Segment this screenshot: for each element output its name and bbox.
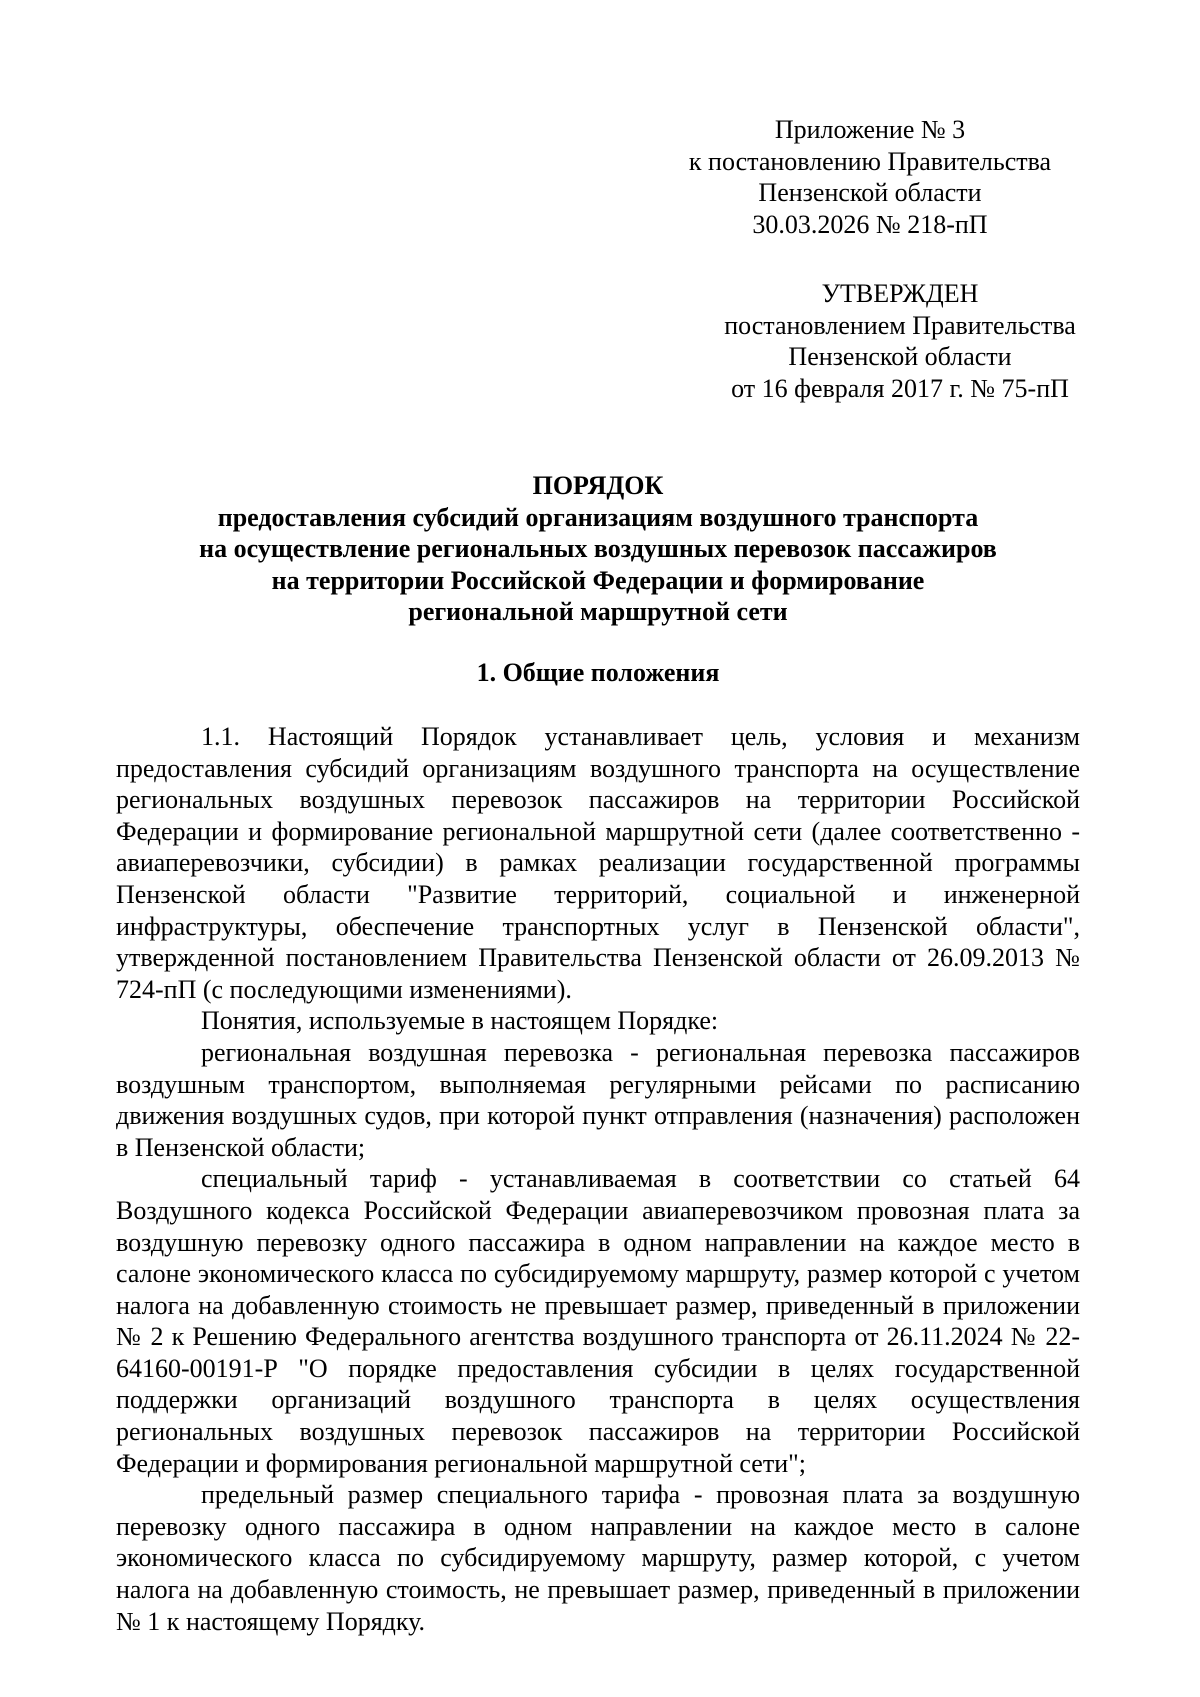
paragraph: 1.1. Настоящий Порядок устанавливает цель, условия и механизм предоставления субсидий организациям воздушного транспорта на осуществление региональных воздушных перевозок пассажиров на территории Российской Федерации и формирование региональной маршрутной сети (далее соответственно - авиаперевозчики, субсидии) в рамках реализации государственной программы Пензенской области "Развитие территорий, социальной и инженерной инфраструктуры, обеспечение транспортных услуг в Пензенской области", утвержденной постановлением Правительства Пензенской области от 26.09.2013 № 724-пП (с последующими изменениями).: [116, 722, 1080, 1004]
approval-stamp: УТВЕРЖДЕН: [821, 279, 979, 308]
approval-date-number: от 16 февраля 2017 г. № 75-пП: [731, 373, 1069, 403]
paragraph: региональная воздушная перевозка - региональная перевозка пассажиров воздушным транспортом, выполняемая регулярными рейсами по расписанию движения воздушных судов, при которой пункт отправления (назначения) расположен в Пензенской области;: [116, 1037, 1080, 1162]
appendix-block: [670, 114, 1070, 240]
title-line: региональной маршрутной сети: [408, 597, 788, 626]
title-line: на территории Российской Федерации и формирование: [271, 565, 925, 595]
title-line: предоставления субсидий организациям воздушного транспорта: [217, 502, 979, 532]
appendix-number: Приложение № 3: [774, 115, 966, 144]
paragraph: предельный размер специального тарифа - провозная плата за воздушную перевозку одного пассажира в одном направлении на каждое место в салоне экономического класса по субсидируемому маршруту, размер которой, с учетом налога на добавленную стоимость, не превышает размер, приведенный в приложении № 1 к настоящему Порядку.: [116, 1480, 1080, 1636]
paragraph: Понятия, используемые в настоящем Порядке:: [201, 1006, 719, 1036]
document-title: [116, 470, 1080, 628]
title-line: на осуществление региональных воздушных перевозок пассажиров: [199, 534, 997, 563]
paragraph: специальный тариф - устанавливаемая в соответствии со статьей 64 Воздушного кодекса Российской Федерации авиаперевозчиком провозная плата за воздушную перевозку одного пассажира в одном направлении на каждое место в салоне экономического класса по субсидируемому маршруту, размер которой с учетом налога на добавленную стоимость не превышает размер, приведенный в приложении № 2 к Решению Федерального агентства воздушного транспорта от 26.11.2024 № 22-64160-00191-Р "О порядке предоставления субсидии в целях государственной поддержки организаций воздушного транспорта в целях осуществления региональных воздушных перевозок пассажиров на территории Российской Федерации и формирования региональной маршрутной сети";: [116, 1164, 1080, 1478]
title-heading: ПОРЯДОК: [532, 471, 664, 500]
approval-block: [700, 278, 1100, 404]
section-body: [116, 721, 1080, 1637]
appendix-region: Пензенской области: [758, 178, 982, 207]
appendix-reference: к постановлению Правительства: [688, 146, 1052, 176]
approval-region: Пензенской области: [788, 342, 1012, 371]
appendix-date-number: 30.03.2026 № 218-пП: [752, 209, 988, 239]
section-title: 1. Общие положения: [476, 658, 720, 687]
approval-reference: постановлением Правительства: [724, 310, 1076, 340]
